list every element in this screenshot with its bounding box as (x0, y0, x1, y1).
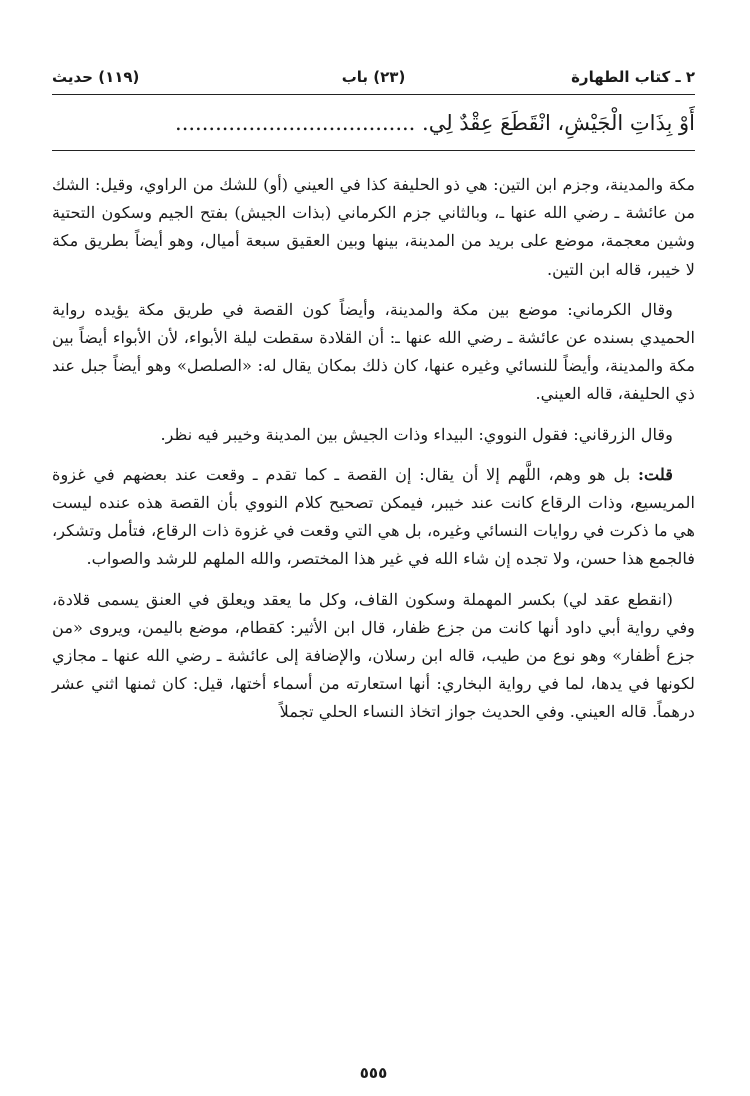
matn-text: أَوْ بِذَاتِ الْجَيْشِ، انْقَطَعَ عِقْدٌ لِي. (422, 111, 695, 135)
book-page (52, 54, 695, 1084)
matn-dots: .................................... (175, 111, 416, 135)
paragraph-4 (52, 461, 695, 574)
paragraph-4-text: بل هو وهم، اللَّهم إلا أن يقال: إن القصة ـ كما تقدم ـ وقعت عند بعضهم في غزوة المريسيع، وذات الرقاع كانت عند خيبر، فيمكن تصحيح كلام النووي بأن القصة هذه عنده ليست هي ما ذكرت في روايات النسائي وغيره، بل هي التي وقعت في غزوة ذات الرقاع، فتأمل وتشكر، فالجمع هذا حسن، ولا تجده إن شاء الله في غير هذا المختصر، والله الملهم للرشد والصواب. (52, 464, 695, 569)
running-header (52, 68, 695, 94)
section-number: (٢٣) باب (341, 68, 406, 86)
paragraph-5: (انقطع عقد لي) بكسر المهملة وسكون القاف، وكل ما يعقد ويعلق في العنق يسمى قلادة، وفي رواية أبي داود أنها كانت من جزع ظفار، قال ابن الأثير: كقطام، موضع باليمن، ويروى «من جزع أظفار» وهو نوع من طيب، قاله ابن رسلان، والإضافة إلى عائشة ـ رضي الله عنها ـ مجازي لكونها في يدها، لما في رواية البخاري: أنها استعارته من أسماء أختها، قيل: كان ثمنها اثني عشر درهماً. قاله العيني. وفي الحديث جواز اتخاذ النساء الحلي تجملاً (52, 589, 695, 722)
page-number: ٥٥٥ (359, 1064, 388, 1082)
matn-rule (52, 150, 695, 151)
commentary (52, 171, 695, 739)
paragraph-3: وقال الزرقاني: فقول النووي: البيداء وذات الجيش بين المدينة وخيبر فيه نظر. (160, 424, 673, 444)
chapter-title: ٢ ـ كتاب الطهارة (571, 68, 695, 86)
paragraph-1: مكة والمدينة، وجزم ابن التين: هي ذو الحليفة كذا في العيني (أو) للشك من الراوي، وقيل: الشك من عائشة ـ رضي الله عنها ـ، وبالثاني جزم الكرماني (بذات الجيش) بفتح الجيم وسكون التحتية وشين معجمة، موضع على بريد من المدينة، بينها وبين العقيق سبعة أميال، وهو أيضاً بطريق مكة لا خيبر، قاله ابن التين. (52, 175, 695, 279)
hadith-matn (52, 106, 695, 140)
paragraph-2: وقال الكرماني: موضع بين مكة والمدينة، وأيضاً كون القصة في طريق مكة يؤيده رواية الحميدي بسنده عن عائشة ـ رضي الله عنها ـ: أن القلادة سقطت ليلة الأبواء، لأن الأبواء أيضاً بين مكة والمدينة، وأيضاً للنسائي وغيره عنها، كان ذلك بمكان يقال له: «الصلصل» وهو أيضاً جبل عند ذي الحليفة، قاله العيني. (52, 299, 695, 404)
qult-lead: قلت: (638, 464, 673, 484)
hadith-number: (١١٩) حديث (52, 68, 140, 86)
header-rule (52, 94, 695, 95)
